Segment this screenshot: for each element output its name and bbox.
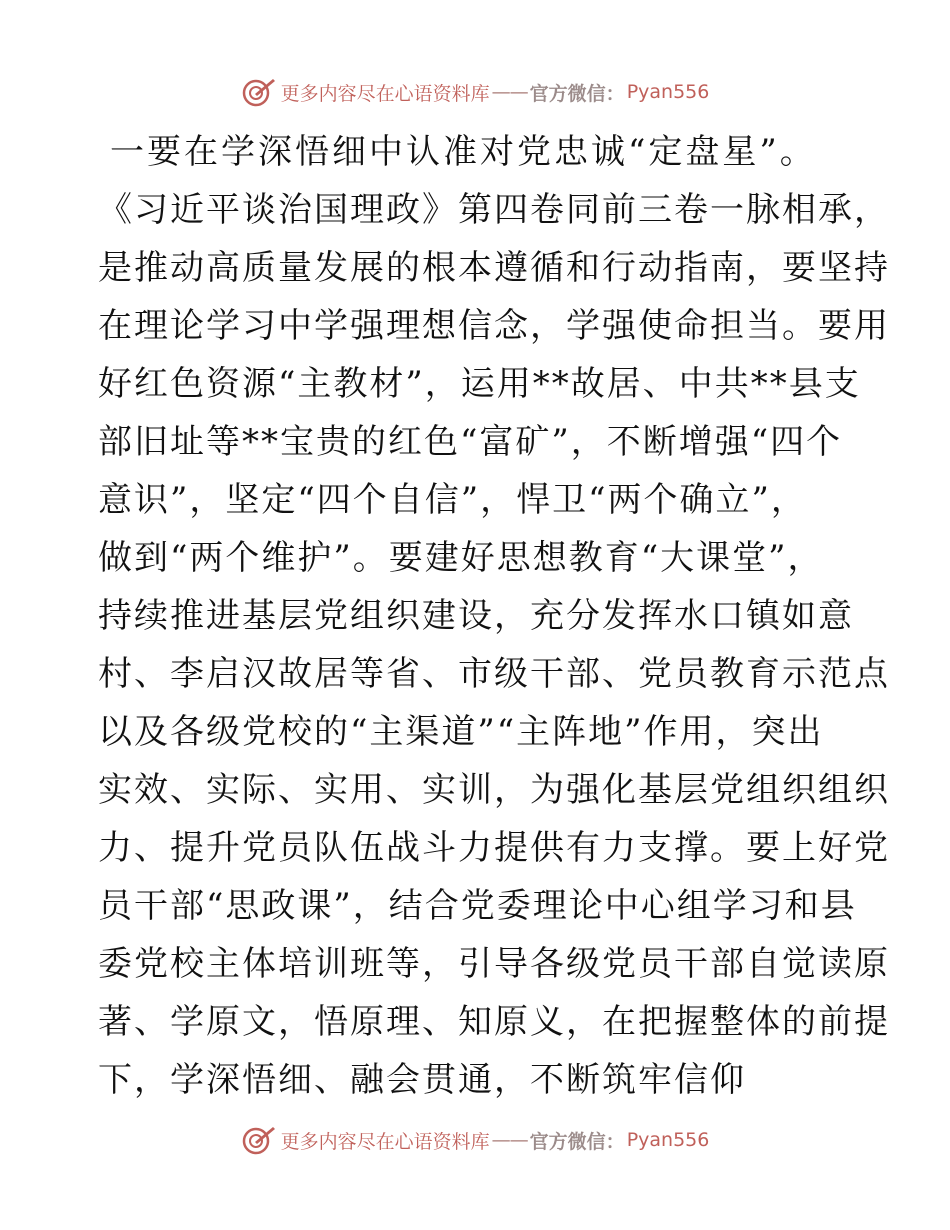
body-line: 委党校主体培训班等，引导各级党员干部自觉读原 xyxy=(98,944,890,984)
body-line: 持续推进基层党组织建设，充分发挥水口镇如意 xyxy=(98,596,854,636)
pen-logo-icon xyxy=(241,76,277,108)
body-line: 一要在学深悟细中认准对党忠诚“定盘星”。 xyxy=(110,132,817,172)
body-line: 在理论学习中学强理想信念，学强使命担当。要用 xyxy=(98,306,890,346)
watermark-wechat-id: Pyan556 xyxy=(626,81,710,103)
watermark-text: 更多内容尽在心语资料库 xyxy=(280,82,490,105)
watermark-separator: —— xyxy=(491,81,528,103)
body-line: 著、学原文，悟原理、知原义，在把握整体的前提 xyxy=(98,1002,890,1042)
body-line: 《习近平谈治国理政》第四卷同前三卷一脉相承， xyxy=(98,190,890,230)
document-body xyxy=(98,123,890,1109)
footer-watermark xyxy=(0,1120,950,1160)
body-line: 部旧址等**宝贵的红色“富矿”，不断增强“四个 xyxy=(98,422,843,462)
body-line: 好红色资源“主教材”，运用**故居、中共**县支 xyxy=(98,364,861,404)
watermark-wechat-label: 官方微信： xyxy=(529,1130,625,1153)
body-line: 员干部“思政课”，结合党委理论中心组学习和县 xyxy=(98,886,857,926)
watermark-text: 更多内容尽在心语资料库 xyxy=(280,1130,490,1153)
body-line: 村、李启汉故居等省、市级干部、党员教育示范点 xyxy=(98,654,890,694)
header-watermark xyxy=(0,72,950,112)
watermark-wechat-label: 官方微信： xyxy=(529,82,625,105)
body-line: 力、提升党员队伍战斗力提供有力支撑。要上好党 xyxy=(98,828,890,868)
body-line: 以及各级党校的“主渠道”“主阵地”作用，突出 xyxy=(98,712,824,752)
pen-logo-icon xyxy=(241,1124,277,1156)
body-line: 意识”，坚定“四个自信”，悍卫“两个确立”， xyxy=(98,480,807,520)
body-line: 下，学深悟细、融会贯通，不断筑牢信仰 xyxy=(98,1060,746,1100)
watermark-wechat-id: Pyan556 xyxy=(626,1129,710,1151)
body-line: 做到“两个维护”。要建好思想教育“大课堂”， xyxy=(98,538,824,578)
body-line: 实效、实际、实用、实训，为强化基层党组织组织 xyxy=(98,770,890,810)
watermark-separator: —— xyxy=(491,1129,528,1151)
body-line: 是推动高质量发展的根本遵循和行动指南，要坚持 xyxy=(98,248,890,288)
